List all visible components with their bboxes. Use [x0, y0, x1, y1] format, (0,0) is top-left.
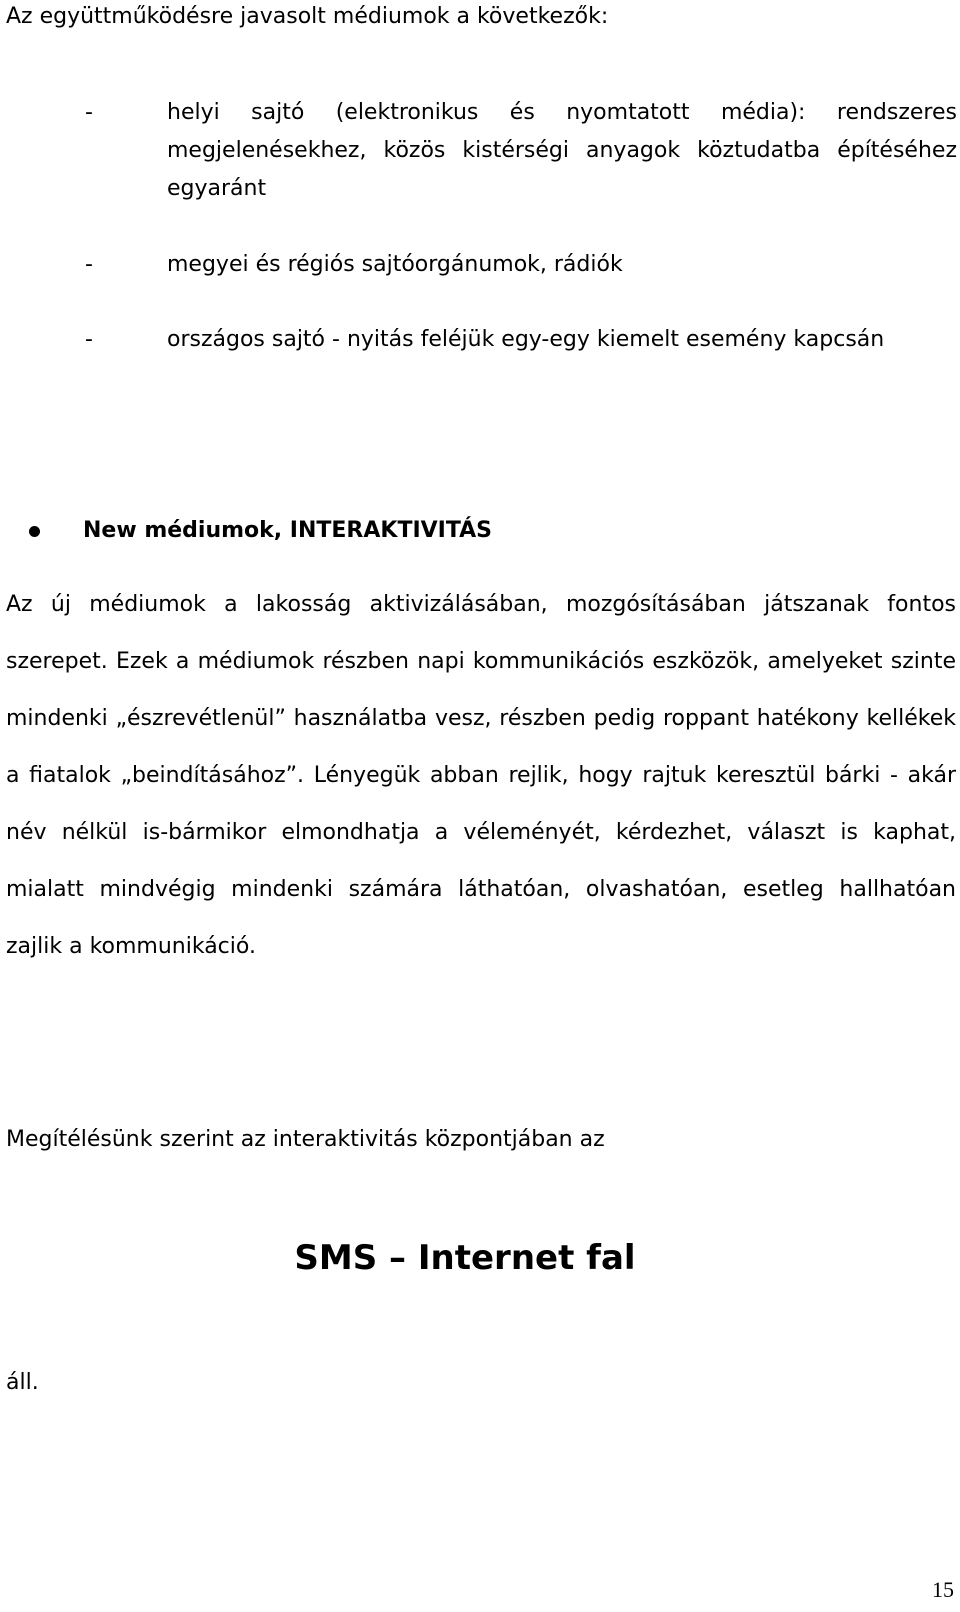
list-item-marker: -	[85, 100, 93, 125]
section-heading: Az együttműködésre javasolt médiumok a következők:	[6, 4, 609, 29]
body-paragraph: Az új médiumok a lakosság aktivizálásában, mozgósításában játszanak fontos szerepet. Ezek a médiumok részben napi kommunikációs eszközök, amelyeket szinte mindenki „észrevétlenül” használatba vesz, részben pedig roppant hatékony kellékek a fiatalok „beindításához”. Lényegük abban rejlik, hogy rajtuk keresztül bárki - akár név nélkül is-bármikor elmondhatja a véleményét, kérdezhet, választ is kaphat, mialatt mindvégig mindenki számára láthatóan, olvashatóan, esetleg hallhatóan zajlik a kommunikáció.	[6, 592, 956, 959]
list-item-local-press: helyi sajtó (elektronikus és nyomtatott média): rendszeres megjelenésekhez, közös kistérségi anyagok köztudatba építéséhez egyaránt	[167, 100, 957, 201]
bullet-icon	[29, 526, 40, 537]
sms-internet-wall-heading: SMS – Internet fal	[294, 1238, 636, 1278]
bullet-heading: New médiumok, INTERAKTIVITÁS	[83, 518, 493, 543]
page-number: 15	[932, 1577, 954, 1602]
list-item-national-press: országos sajtó - nyitás feléjük egy-egy kiemelt esemény kapcsán	[167, 327, 885, 352]
bullet-heading-row	[0, 516, 960, 546]
pre-sms-sentence: Megítélésünk szerint az interaktivitás központjában az	[6, 1127, 605, 1152]
list-item-regional-press: megyei és régiós sajtóorgánumok, rádiók	[167, 252, 623, 277]
closing-word: áll.	[6, 1370, 39, 1395]
list-item-marker: -	[85, 327, 93, 352]
list-item-marker: -	[85, 252, 93, 277]
